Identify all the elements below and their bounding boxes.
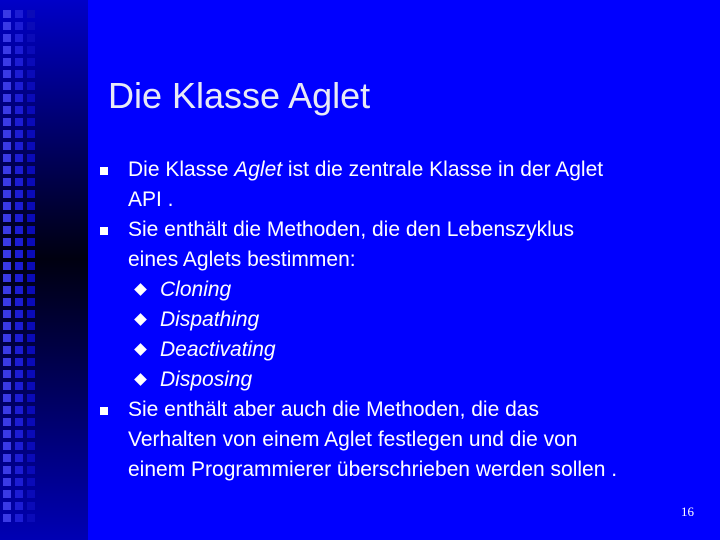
decorative-square: [27, 142, 35, 150]
decorative-square: [3, 190, 11, 198]
decorative-square: [15, 190, 23, 198]
decorative-square: [27, 406, 35, 414]
decorative-square: [3, 394, 11, 402]
page-number: 16: [681, 504, 694, 519]
decorative-square: [3, 310, 11, 318]
decorative-square: [3, 490, 11, 498]
decorative-square: [3, 274, 11, 282]
square-bullet-icon: [100, 407, 108, 415]
decorative-square: [3, 418, 11, 426]
decorative-square: [27, 346, 35, 354]
bullet-item: [98, 215, 698, 275]
decorative-square: [15, 394, 23, 402]
decorative-square: [3, 82, 11, 90]
decorative-square: [3, 238, 11, 246]
bullet-item: [98, 155, 698, 215]
bullet-line: Verhalten von einem Aglet festlegen und die von: [128, 428, 578, 451]
decorative-square: [27, 106, 35, 114]
decorative-square: [27, 130, 35, 138]
decorative-square: [15, 70, 23, 78]
decorative-square: [27, 154, 35, 162]
decorative-square: [27, 394, 35, 402]
decorative-square: [3, 262, 11, 270]
decorative-square: [27, 490, 35, 498]
decorative-square: [3, 142, 11, 150]
decorative-square: [3, 106, 11, 114]
decorative-square: [15, 178, 23, 186]
decorative-square: [27, 310, 35, 318]
decorative-square: [15, 250, 23, 258]
diamond-bullet-icon: [134, 283, 147, 296]
decorative-square: [3, 442, 11, 450]
decorative-square: [15, 478, 23, 486]
bullet-line: Sie enthält aber auch die Methoden, die das: [128, 398, 539, 421]
decorative-square: [27, 466, 35, 474]
decorative-square: [27, 46, 35, 54]
decorative-square-column: [27, 10, 35, 526]
decorative-square: [15, 418, 23, 426]
sub-bullet-text: Dispathing: [160, 308, 260, 331]
decorative-square: [15, 166, 23, 174]
decorative-square: [15, 118, 23, 126]
decorative-square: [15, 154, 23, 162]
sub-bullet-item: [98, 305, 698, 335]
sub-bullet-text: Cloning: [160, 278, 232, 301]
diamond-bullet-icon: [134, 373, 147, 386]
bullet-line: eines Aglets bestimmen:: [128, 248, 356, 271]
decorative-square: [3, 346, 11, 354]
decorative-square: [15, 382, 23, 390]
decorative-square: [15, 226, 23, 234]
decorative-square: [15, 214, 23, 222]
decorative-square: [27, 262, 35, 270]
decorative-square: [27, 430, 35, 438]
decorative-square: [15, 346, 23, 354]
decorative-square: [15, 466, 23, 474]
decorative-square: [3, 334, 11, 342]
decorative-square: [3, 58, 11, 66]
decorative-square: [3, 154, 11, 162]
decorative-square: [15, 334, 23, 342]
decorative-square: [27, 334, 35, 342]
decorative-square: [15, 514, 23, 522]
decorative-square: [27, 178, 35, 186]
decorative-square: [15, 502, 23, 510]
decorative-square: [27, 226, 35, 234]
decorative-square: [27, 478, 35, 486]
decorative-square: [3, 502, 11, 510]
decorative-square: [15, 46, 23, 54]
decorative-square: [27, 82, 35, 90]
decorative-square: [15, 130, 23, 138]
decorative-square: [3, 478, 11, 486]
bullet-line: Sie enthält die Methoden, die den Lebenszyklus: [128, 218, 574, 241]
sub-bullet-item: [98, 335, 698, 365]
decorative-square: [3, 46, 11, 54]
decorative-square: [27, 322, 35, 330]
square-bullet-icon: [100, 227, 108, 235]
bullet-text: Die Klasse: [128, 158, 235, 181]
sub-bullet-text: Disposing: [160, 368, 253, 391]
decorative-square: [15, 298, 23, 306]
decorative-square: [15, 202, 23, 210]
decorative-square: [3, 178, 11, 186]
decorative-square: [15, 358, 23, 366]
decorative-square: [15, 406, 23, 414]
decorative-square: [27, 70, 35, 78]
sub-bullet-item: [98, 365, 698, 395]
decorative-square: [15, 106, 23, 114]
decorative-square: [27, 418, 35, 426]
decorative-square: [3, 430, 11, 438]
decorative-square: [27, 34, 35, 42]
diamond-bullet-icon: [134, 343, 147, 356]
decorative-square: [15, 34, 23, 42]
decorative-square: [27, 58, 35, 66]
decorative-square: [3, 166, 11, 174]
slide-title: Die Klasse Aglet: [108, 75, 371, 116]
bullet-item: [98, 395, 698, 485]
decorative-square: [3, 406, 11, 414]
decorative-square: [3, 466, 11, 474]
decorative-square: [3, 202, 11, 210]
decorative-square: [27, 358, 35, 366]
decorative-square: [3, 130, 11, 138]
decorative-square: [3, 70, 11, 78]
decorative-left-strip: [0, 0, 88, 540]
decorative-square: [27, 202, 35, 210]
decorative-square: [3, 226, 11, 234]
decorative-square-column: [3, 10, 11, 526]
decorative-square: [27, 250, 35, 258]
decorative-square: [3, 514, 11, 522]
bullet-text: ist die zentrale Klasse in der Aglet: [282, 158, 604, 181]
decorative-square: [3, 298, 11, 306]
diamond-bullet-icon: [134, 313, 147, 326]
decorative-square: [3, 382, 11, 390]
decorative-square: [3, 286, 11, 294]
decorative-square: [27, 94, 35, 102]
decorative-square: [27, 166, 35, 174]
decorative-square: [27, 298, 35, 306]
decorative-square: [27, 442, 35, 450]
square-bullet-icon: [100, 167, 108, 175]
decorative-square: [27, 514, 35, 522]
decorative-square: [15, 430, 23, 438]
decorative-square: [15, 490, 23, 498]
decorative-square: [15, 454, 23, 462]
decorative-square: [15, 142, 23, 150]
bullet-line: API .: [128, 188, 174, 211]
decorative-square: [3, 34, 11, 42]
sub-bullet-text: Deactivating: [160, 338, 276, 361]
sub-bullet-item: [98, 275, 698, 305]
decorative-square: [15, 262, 23, 270]
decorative-square-column: [15, 10, 23, 526]
decorative-square: [3, 250, 11, 258]
decorative-square: [15, 82, 23, 90]
decorative-square: [15, 442, 23, 450]
decorative-square: [15, 286, 23, 294]
decorative-square: [27, 370, 35, 378]
decorative-square: [3, 214, 11, 222]
decorative-square: [3, 10, 11, 18]
decorative-square: [27, 382, 35, 390]
decorative-square: [15, 58, 23, 66]
bullet-line: [128, 155, 698, 185]
decorative-square: [15, 322, 23, 330]
bullet-line: einem Programmierer überschrieben werden sollen .: [128, 458, 618, 481]
decorative-square: [15, 274, 23, 282]
decorative-square: [27, 10, 35, 18]
decorative-square: [3, 94, 11, 102]
decorative-square: [15, 22, 23, 30]
decorative-square: [3, 454, 11, 462]
decorative-square: [3, 358, 11, 366]
decorative-square: [15, 10, 23, 18]
decorative-square: [27, 190, 35, 198]
decorative-square: [15, 370, 23, 378]
decorative-square: [15, 310, 23, 318]
decorative-square: [27, 22, 35, 30]
decorative-square: [15, 94, 23, 102]
decorative-square: [27, 214, 35, 222]
decorative-square: [27, 286, 35, 294]
decorative-square: [27, 118, 35, 126]
decorative-square: [3, 118, 11, 126]
decorative-square: [27, 502, 35, 510]
decorative-square: [27, 238, 35, 246]
decorative-square: [3, 322, 11, 330]
decorative-square: [3, 22, 11, 30]
bullet-list: [98, 155, 698, 485]
decorative-square: [27, 454, 35, 462]
decorative-square: [15, 238, 23, 246]
bullet-emphasis: Aglet: [234, 158, 283, 181]
decorative-square: [3, 370, 11, 378]
decorative-square: [27, 274, 35, 282]
